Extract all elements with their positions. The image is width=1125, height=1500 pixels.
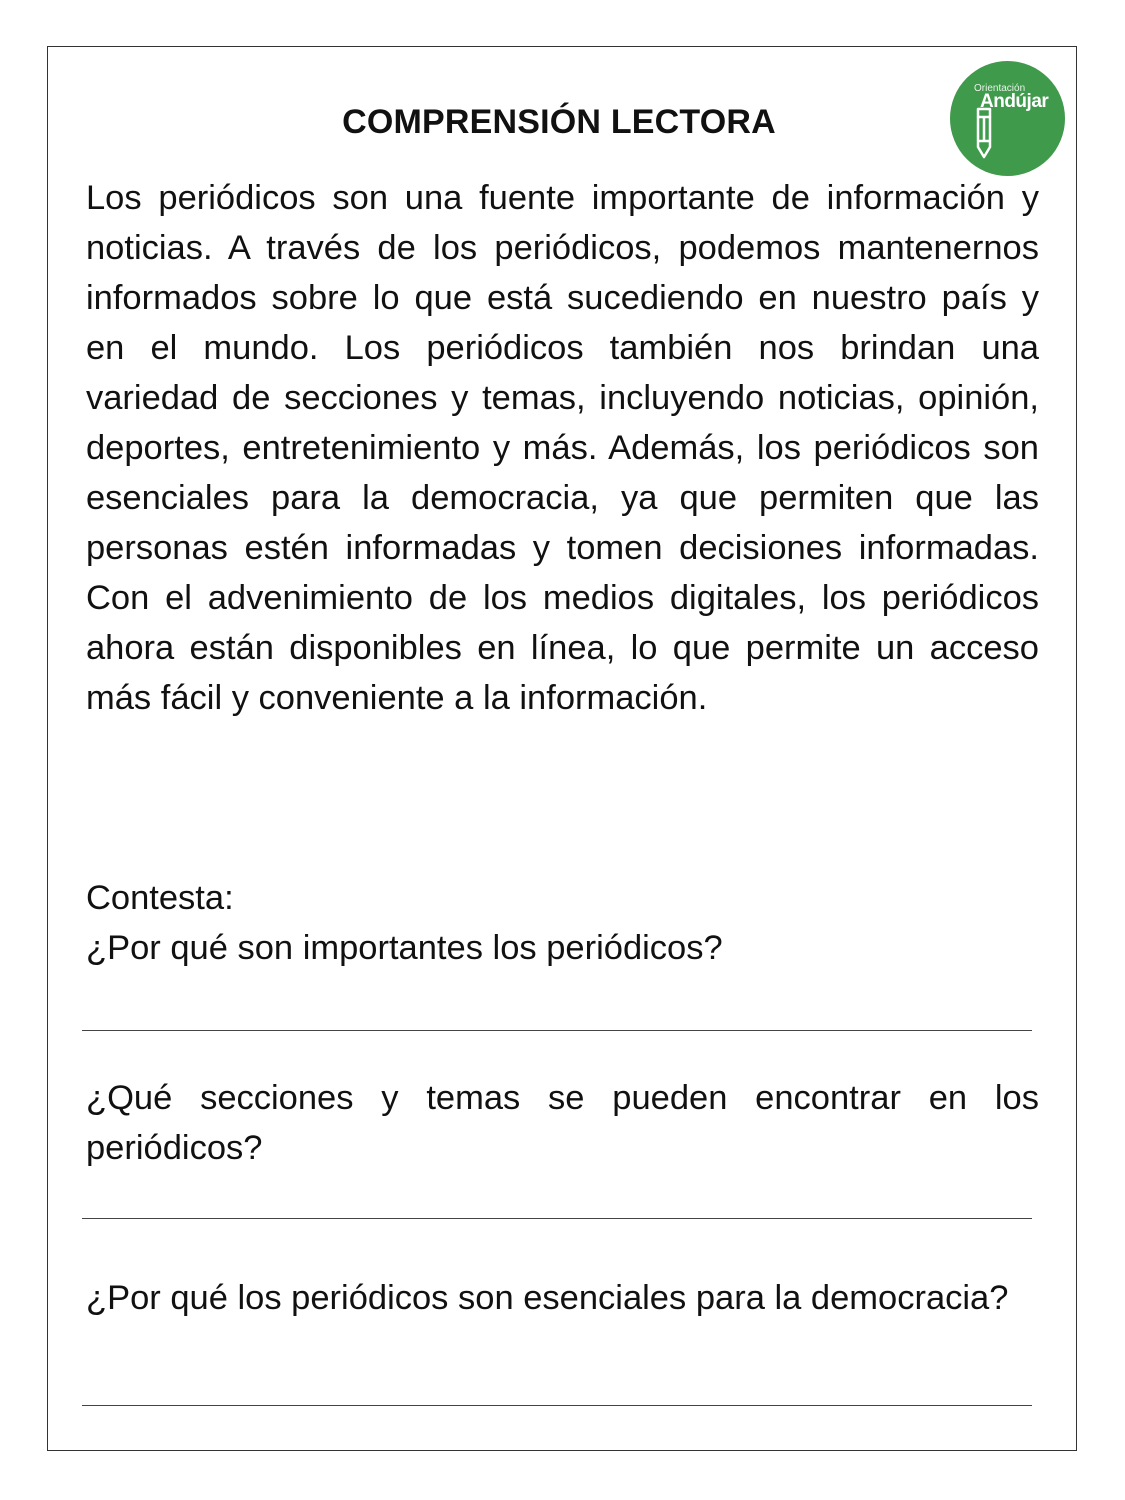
pencil-icon	[950, 61, 1065, 176]
instructions-label: Contesta:	[86, 879, 234, 917]
question-3: ¿Por qué los periódicos son esenciales para la democracia?	[86, 1279, 1009, 1317]
reading-passage: Los periódicos son una fuente importante de información y noticias. A través de los periódicos, podemos mantenernos informados sobre lo que está sucediendo en nuestro país y en el mundo. Los periódicos también nos brindan una variedad de secciones y temas, incluyendo noticias, opinión, deportes, entretenimiento y más. Además, los periódicos son esenciales para la democracia, ya que permiten que las personas estén informadas y tomen decisiones informadas. Con el advenimiento de los medios digitales, los periódicos ahora están disponibles en línea, lo que permite un acceso más fácil y conveniente a la información.	[86, 179, 1039, 717]
answer-line-3[interactable]	[82, 1405, 1032, 1406]
question-1: ¿Por qué son importantes los periódicos?	[86, 929, 723, 967]
logo	[950, 61, 1065, 176]
answer-line-2[interactable]	[82, 1218, 1032, 1219]
logo-top-text: Orientación	[974, 83, 1026, 94]
answer-line-1[interactable]	[82, 1030, 1032, 1031]
question-2: ¿Qué secciones y temas se pueden encontrar en los periódicos?	[86, 1079, 1039, 1167]
worksheet-title: COMPRENSIÓN LECTORA	[342, 103, 776, 141]
logo-main-text: Andújar	[980, 91, 1049, 112]
